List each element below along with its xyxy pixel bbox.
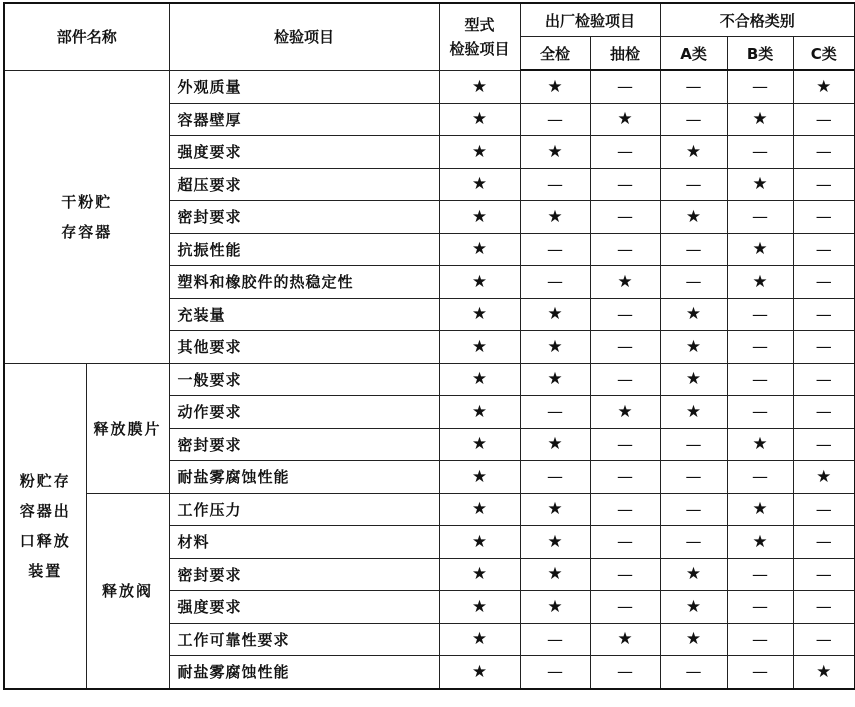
mark-type-test-star: ★ <box>439 233 520 266</box>
mark-class-b-star: ★ <box>727 233 793 266</box>
header-item: 检验项目 <box>169 3 439 70</box>
mark-class-b-dash: — <box>727 331 793 364</box>
mark-class-a-dash: — <box>660 428 727 461</box>
item-cell: 动作要求 <box>169 396 439 429</box>
mark-full-check-dash: — <box>520 623 590 656</box>
mark-type-test-star: ★ <box>439 103 520 136</box>
mark-class-a-dash: — <box>660 266 727 299</box>
mark-sample-check-dash: — <box>590 558 660 591</box>
table-row <box>4 493 855 526</box>
group-outlet-release-device-line2: 容器出 <box>19 501 71 520</box>
subgroup-release-membrane: 释放膜片 <box>86 363 169 493</box>
mark-class-c-dash: — <box>793 331 855 364</box>
mark-class-a-dash: — <box>660 656 727 689</box>
item-cell: 工作压力 <box>169 493 439 526</box>
mark-class-a-star: ★ <box>660 298 727 331</box>
group-outlet-release-device-line3: 口释放 <box>19 531 71 550</box>
mark-full-check-dash: — <box>520 168 590 201</box>
header-class-c: C类 <box>793 37 855 71</box>
mark-sample-check-dash: — <box>590 526 660 559</box>
mark-class-b-dash: — <box>727 201 793 234</box>
mark-sample-check-dash: — <box>590 136 660 169</box>
mark-type-test-star: ★ <box>439 168 520 201</box>
item-cell: 密封要求 <box>169 558 439 591</box>
mark-sample-check-dash: — <box>590 428 660 461</box>
mark-class-c-dash: — <box>793 298 855 331</box>
mark-class-a-star: ★ <box>660 201 727 234</box>
mark-sample-check-dash: — <box>590 363 660 396</box>
mark-class-c-dash: — <box>793 103 855 136</box>
header-type-test <box>439 3 520 70</box>
header-factory-test: 出厂检验项目 <box>520 3 660 37</box>
mark-full-check-dash: — <box>520 266 590 299</box>
mark-class-c-dash: — <box>793 428 855 461</box>
mark-class-a-star: ★ <box>660 136 727 169</box>
mark-sample-check-star: ★ <box>590 396 660 429</box>
mark-class-a-dash: — <box>660 233 727 266</box>
mark-full-check-star: ★ <box>520 526 590 559</box>
mark-type-test-star: ★ <box>439 298 520 331</box>
mark-type-test-star: ★ <box>439 558 520 591</box>
mark-type-test-star: ★ <box>439 396 520 429</box>
mark-class-b-dash: — <box>727 396 793 429</box>
mark-class-b-dash: — <box>727 363 793 396</box>
item-cell: 外观质量 <box>169 70 439 103</box>
mark-class-c-dash: — <box>793 136 855 169</box>
item-cell: 强度要求 <box>169 591 439 624</box>
mark-sample-check-star: ★ <box>590 103 660 136</box>
mark-sample-check-dash: — <box>590 233 660 266</box>
mark-full-check-star: ★ <box>520 363 590 396</box>
table-row <box>4 363 855 396</box>
mark-class-b-dash: — <box>727 558 793 591</box>
mark-full-check-star: ★ <box>520 70 590 103</box>
inspection-table <box>3 2 855 690</box>
header-part-name: 部件名称 <box>4 3 169 70</box>
mark-full-check-star: ★ <box>520 201 590 234</box>
item-cell: 超压要求 <box>169 168 439 201</box>
mark-class-a-star: ★ <box>660 591 727 624</box>
mark-sample-check-dash: — <box>590 461 660 494</box>
mark-class-a-dash: — <box>660 70 727 103</box>
group-dry-powder-container-line2: 存容器 <box>61 222 113 241</box>
mark-sample-check-dash: — <box>590 493 660 526</box>
mark-sample-check-star: ★ <box>590 266 660 299</box>
item-cell: 密封要求 <box>169 201 439 234</box>
item-cell: 其他要求 <box>169 331 439 364</box>
item-cell: 密封要求 <box>169 428 439 461</box>
mark-class-c-dash: — <box>793 168 855 201</box>
mark-class-a-dash: — <box>660 168 727 201</box>
mark-class-b-dash: — <box>727 70 793 103</box>
mark-type-test-star: ★ <box>439 201 520 234</box>
mark-full-check-dash: — <box>520 656 590 689</box>
header-class-b: B类 <box>727 37 793 71</box>
mark-class-b-dash: — <box>727 623 793 656</box>
mark-class-a-star: ★ <box>660 331 727 364</box>
mark-class-a-dash: — <box>660 103 727 136</box>
mark-class-b-dash: — <box>727 656 793 689</box>
mark-type-test-star: ★ <box>439 363 520 396</box>
mark-sample-check-star: ★ <box>590 623 660 656</box>
group-outlet-release-device <box>4 363 86 689</box>
mark-full-check-dash: — <box>520 461 590 494</box>
mark-full-check-star: ★ <box>520 331 590 364</box>
item-cell: 耐盐雾腐蚀性能 <box>169 461 439 494</box>
header-type-test-line1: 型式 <box>464 15 495 34</box>
mark-full-check-dash: — <box>520 103 590 136</box>
group-outlet-release-device-line1: 粉贮存 <box>19 471 71 490</box>
mark-full-check-star: ★ <box>520 428 590 461</box>
header-sample-check: 抽检 <box>590 37 660 71</box>
mark-class-b-star: ★ <box>727 103 793 136</box>
mark-class-a-dash: — <box>660 526 727 559</box>
mark-type-test-star: ★ <box>439 331 520 364</box>
mark-full-check-star: ★ <box>520 136 590 169</box>
mark-class-b-dash: — <box>727 298 793 331</box>
mark-type-test-star: ★ <box>439 591 520 624</box>
mark-class-a-star: ★ <box>660 623 727 656</box>
mark-class-b-star: ★ <box>727 526 793 559</box>
header-type-test-line2: 检验项目 <box>449 39 510 58</box>
group-dry-powder-container-line1: 干粉贮 <box>61 192 113 211</box>
item-cell: 容器壁厚 <box>169 103 439 136</box>
mark-sample-check-dash: — <box>590 591 660 624</box>
mark-class-c-star: ★ <box>793 656 855 689</box>
mark-type-test-star: ★ <box>439 461 520 494</box>
mark-type-test-star: ★ <box>439 623 520 656</box>
mark-full-check-dash: — <box>520 233 590 266</box>
mark-type-test-star: ★ <box>439 656 520 689</box>
table-row <box>4 70 855 103</box>
mark-class-a-star: ★ <box>660 363 727 396</box>
header-full-check: 全检 <box>520 37 590 71</box>
mark-class-a-star: ★ <box>660 558 727 591</box>
mark-type-test-star: ★ <box>439 428 520 461</box>
item-cell: 强度要求 <box>169 136 439 169</box>
mark-sample-check-dash: — <box>590 168 660 201</box>
mark-class-c-dash: — <box>793 493 855 526</box>
mark-full-check-dash: — <box>520 396 590 429</box>
item-cell: 充装量 <box>169 298 439 331</box>
mark-sample-check-dash: — <box>590 201 660 234</box>
mark-class-b-dash: — <box>727 136 793 169</box>
mark-class-c-dash: — <box>793 266 855 299</box>
mark-class-b-star: ★ <box>727 168 793 201</box>
item-cell: 抗振性能 <box>169 233 439 266</box>
mark-class-b-dash: — <box>727 591 793 624</box>
mark-type-test-star: ★ <box>439 136 520 169</box>
mark-type-test-star: ★ <box>439 70 520 103</box>
mark-class-c-dash: — <box>793 396 855 429</box>
group-outlet-release-device-line4: 装置 <box>28 561 63 580</box>
mark-class-c-dash: — <box>793 558 855 591</box>
mark-sample-check-dash: — <box>590 656 660 689</box>
item-cell: 耐盐雾腐蚀性能 <box>169 656 439 689</box>
mark-class-c-dash: — <box>793 591 855 624</box>
item-cell: 一般要求 <box>169 363 439 396</box>
mark-class-b-star: ★ <box>727 493 793 526</box>
subgroup-release-valve: 释放阀 <box>86 493 169 689</box>
mark-class-a-dash: — <box>660 461 727 494</box>
mark-type-test-star: ★ <box>439 266 520 299</box>
mark-class-c-dash: — <box>793 233 855 266</box>
mark-sample-check-dash: — <box>590 298 660 331</box>
mark-class-b-star: ★ <box>727 428 793 461</box>
mark-class-a-dash: — <box>660 493 727 526</box>
mark-full-check-star: ★ <box>520 493 590 526</box>
mark-full-check-star: ★ <box>520 558 590 591</box>
group-dry-powder-container <box>4 70 169 363</box>
item-cell: 工作可靠性要求 <box>169 623 439 656</box>
mark-class-b-star: ★ <box>727 266 793 299</box>
mark-sample-check-dash: — <box>590 70 660 103</box>
mark-class-c-star: ★ <box>793 70 855 103</box>
table-body <box>4 70 855 689</box>
mark-class-b-dash: — <box>727 461 793 494</box>
mark-sample-check-dash: — <box>590 331 660 364</box>
mark-class-c-dash: — <box>793 623 855 656</box>
mark-full-check-star: ★ <box>520 591 590 624</box>
mark-type-test-star: ★ <box>439 526 520 559</box>
header-nonconform: 不合格类别 <box>660 3 855 37</box>
mark-class-c-dash: — <box>793 201 855 234</box>
mark-class-c-star: ★ <box>793 461 855 494</box>
item-cell: 材料 <box>169 526 439 559</box>
mark-class-c-dash: — <box>793 363 855 396</box>
mark-class-c-dash: — <box>793 526 855 559</box>
header-class-a: A类 <box>660 37 727 71</box>
mark-type-test-star: ★ <box>439 493 520 526</box>
mark-full-check-star: ★ <box>520 298 590 331</box>
mark-class-a-star: ★ <box>660 396 727 429</box>
item-cell: 塑料和橡胶件的热稳定性 <box>169 266 439 299</box>
